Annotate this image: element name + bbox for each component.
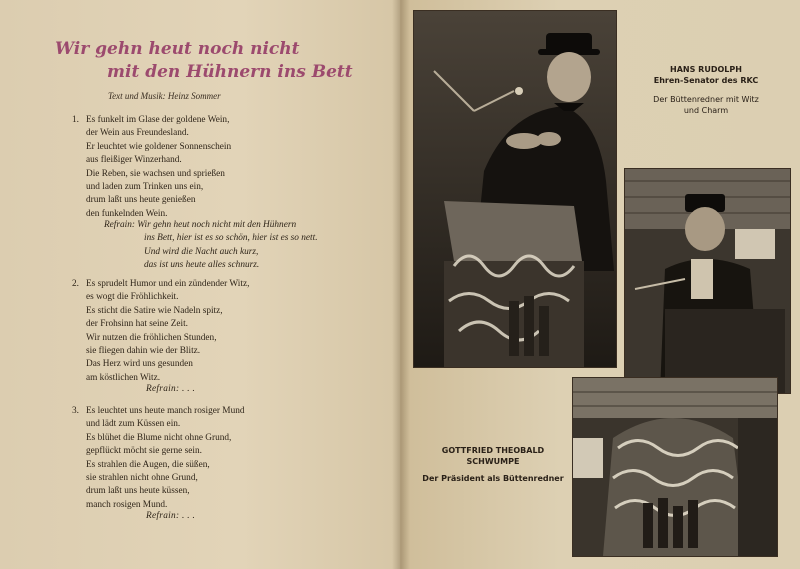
verse-line: sie fliegen dahin wie der Blitz. bbox=[86, 346, 201, 357]
refrain-line: ins Bett, hier ist es so schön, hier ist es so nett. bbox=[144, 233, 318, 244]
verse-number: 3. bbox=[72, 406, 79, 416]
caption-description: Der Präsident als Büttenredner bbox=[422, 474, 564, 483]
verse-2 bbox=[72, 278, 376, 385]
verse-line: Das Herz wird uns gesunden bbox=[86, 359, 193, 370]
refrain-repeat: Refrain: . . . bbox=[146, 384, 196, 394]
verse-line: der Wein aus Freundesland. bbox=[86, 128, 189, 139]
caption-hans-rudolph bbox=[620, 64, 792, 116]
caption-description: und Charm bbox=[683, 106, 729, 115]
caption-gottfried-schwumpe bbox=[418, 445, 568, 484]
verse-3 bbox=[72, 405, 376, 512]
verse-number: 1. bbox=[72, 115, 79, 125]
verse-1 bbox=[72, 114, 376, 221]
verse-line: Es strahlen die Augen, die süßen, bbox=[86, 459, 210, 470]
refrain-line: Refrain: Wir gehn heut noch nicht mit den Hühnern bbox=[104, 220, 297, 230]
verse-line: Es blühet die Blume nicht ohne Grund, bbox=[86, 432, 232, 443]
caption-description: Der Büttenredner mit Witz bbox=[653, 95, 759, 104]
verse-line: Die Reben, sie wachsen und sprießen bbox=[86, 168, 225, 179]
verse-line: manch rosigen Mund. bbox=[86, 499, 168, 510]
verse-line: sie strahlen nicht ohne Grund, bbox=[86, 473, 198, 484]
photo-hans-rudolph bbox=[413, 10, 617, 368]
verse-line: drum laßt uns heute genießen bbox=[86, 195, 196, 206]
caption-name: HANS RUDOLPH bbox=[670, 65, 742, 74]
verse-number: 2. bbox=[72, 279, 79, 289]
verse-line: es wogt die Fröhlichkeit. bbox=[86, 292, 179, 303]
photo-gottfried-schwumpe bbox=[572, 377, 778, 557]
verse-line: aus fleißiger Winzerhand. bbox=[86, 155, 182, 166]
verse-line: Es sprudelt Humor und ein zündender Witz, bbox=[86, 279, 250, 289]
song-title-line-2: mit den Hühnern ins Bett bbox=[107, 62, 353, 82]
refrain bbox=[104, 219, 384, 273]
verse-line: und laden zum Trinken uns ein, bbox=[86, 182, 204, 193]
song-title-line-1: Wir gehn heut noch nicht bbox=[55, 39, 300, 59]
verse-line: Er leuchtet wie goldener Sonnenschein bbox=[86, 141, 232, 152]
caption-title: Ehren-Senator des RKC bbox=[653, 76, 759, 85]
refrain-repeat: Refrain: . . . bbox=[146, 511, 196, 521]
caption-name: GOTTFRIED THEOBALD bbox=[441, 446, 545, 455]
photo-speaker-right bbox=[624, 168, 791, 394]
book-gutter bbox=[392, 0, 410, 569]
verse-line: drum laßt uns heute küssen, bbox=[86, 486, 190, 497]
verse-line: Es funkelt im Glase der goldene Wein, bbox=[86, 115, 230, 125]
refrain-line: das ist uns heute alles schnurz. bbox=[144, 260, 260, 271]
verse-line: und lädt zum Küssen ein. bbox=[86, 419, 181, 430]
verse-line: Wir nutzen die fröhlichen Stunden, bbox=[86, 332, 217, 343]
caption-name: SCHWUMPE bbox=[466, 457, 520, 466]
song-title bbox=[55, 38, 375, 84]
verse-line: am köstlichen Witz. bbox=[86, 372, 161, 383]
song-credit: Text und Musik: Heinz Sommer bbox=[108, 91, 221, 101]
verse-line: den funkelnden Wein. bbox=[86, 208, 168, 219]
verse-line: der Frohsinn hat seine Zeit. bbox=[86, 319, 188, 330]
refrain-line: Und wird die Nacht auch kurz, bbox=[144, 246, 259, 257]
verse-line: Es sticht die Satire wie Nadeln spitz, bbox=[86, 305, 223, 316]
verse-line: gepflückt möcht sie gerne sein. bbox=[86, 446, 202, 457]
verse-line: Es leuchtet uns heute manch rosiger Mund bbox=[86, 406, 245, 416]
